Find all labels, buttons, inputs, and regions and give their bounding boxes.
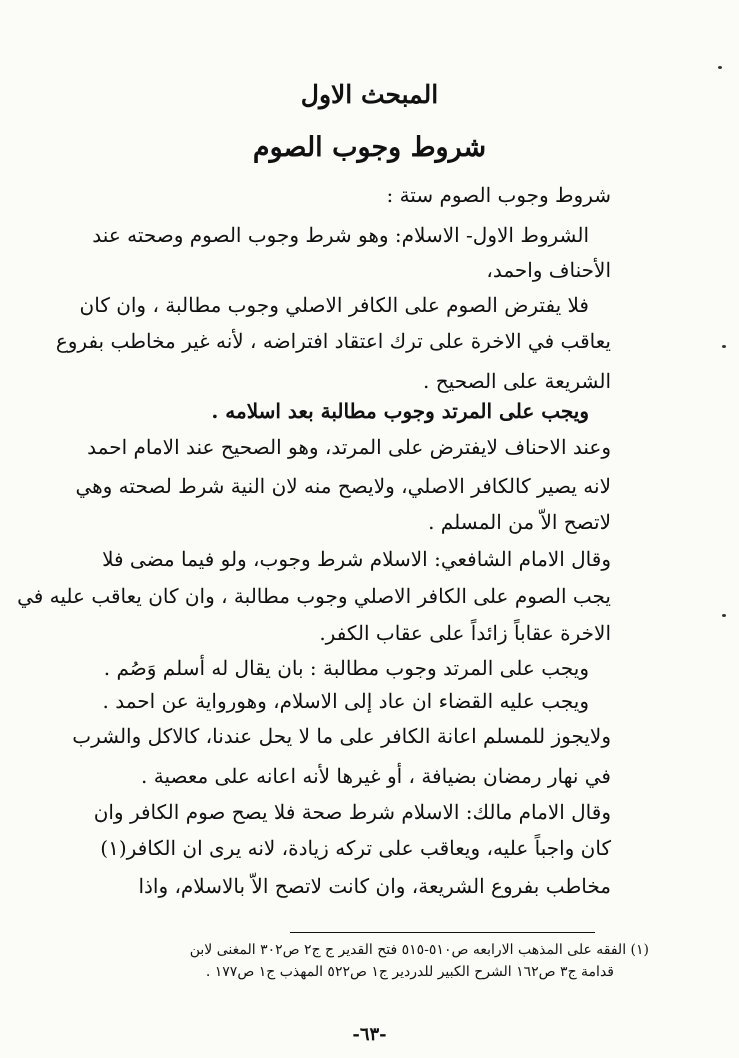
text-line: ويجب على المرتد وجوب مطالبة بعد اسلامه . bbox=[211, 399, 589, 423]
text-line: الشريعة على الصحيح . bbox=[423, 369, 611, 393]
text-line: لانه يصير كالكافر الاصلي، ولايصح منه لان النية شرط لصحته وهي bbox=[75, 474, 611, 498]
page-number: -٦٣- bbox=[352, 1024, 387, 1045]
footnote-divider bbox=[290, 932, 595, 933]
text-line: وقال الامام الشافعي: الاسلام شرط وجوب، ولو فيما مضى فلا bbox=[102, 547, 611, 571]
scan-speck bbox=[718, 66, 722, 69]
text-line: وقال الامام مالك: الاسلام شرط صحة فلا يصح صوم الكافر وان bbox=[93, 800, 611, 824]
text-line: فلا يفترض الصوم على الكافر الاصلي وجوب مطالبة ، وان كان bbox=[79, 293, 589, 317]
text-line: يجب الصوم على الكافر الاصلي وجوب مطالبة ، وان كان يعاقب عليه في bbox=[17, 584, 611, 608]
text-line: الاخرة عقاباً زائداً على عقاب الكفر. bbox=[319, 621, 611, 645]
text-line: الأحناف واحمد، bbox=[486, 258, 611, 282]
section-title: المبحث الاول bbox=[300, 80, 439, 109]
section-subtitle: شروط وجوب الصوم bbox=[252, 132, 487, 163]
scan-speck bbox=[722, 345, 726, 348]
text-line: شروط وجوب الصوم ستة : bbox=[386, 183, 611, 207]
footnote-line: قدامة ج٣ ص١٦٢ الشرح الكبير للدردير ج١ ص٥٢٢ المهذب ج١ ص١٧٧ . bbox=[205, 964, 614, 980]
text-line: وعند الاحناف لايفترض على المرتد، وهو الصحيح عند الامام احمد bbox=[87, 435, 611, 459]
footnote-line: (١) الفقه على المذهب الارابعه ص٥١٠-٥١٥ فتح القدير ج ج٢ ص٣٠٢ المغنى لابن bbox=[189, 942, 649, 958]
text-line: مخاطب بفروع الشريعة، وان كانت لاتصح الاّ بالاسلام، واذا bbox=[138, 874, 611, 898]
text-line: الشروط الاول- الاسلام: وهو شرط وجوب الصوم وصحته عند bbox=[92, 223, 589, 247]
text-line: يعاقب في الاخرة على ترك اعتقاد افتراضه ، لأنه غير مخاطب بفروع bbox=[55, 329, 611, 353]
text-line: لاتصح الاّ من المسلم . bbox=[428, 510, 611, 534]
text-line: ويجب على المرتد وجوب مطالبة : بان يقال له أسلم وَصُم . bbox=[103, 656, 589, 680]
text-line: في نهار رمضان بضيافة ، أو غيرها لأنه اعانه على معصية . bbox=[141, 764, 611, 788]
text-line: ويجب عليه القضاء ان عاد إلى الاسلام، وهورواية عن احمد . bbox=[102, 689, 589, 713]
text-line: ولايجوز للمسلم اعانة الكافر على ما لا يحل عندنا، كالاكل والشرب bbox=[72, 724, 611, 748]
text-line: كان واجباً عليه، ويعاقب على تركه زيادة، لانه يرى ان الكافر(١) bbox=[100, 836, 611, 860]
scan-speck bbox=[722, 614, 726, 617]
